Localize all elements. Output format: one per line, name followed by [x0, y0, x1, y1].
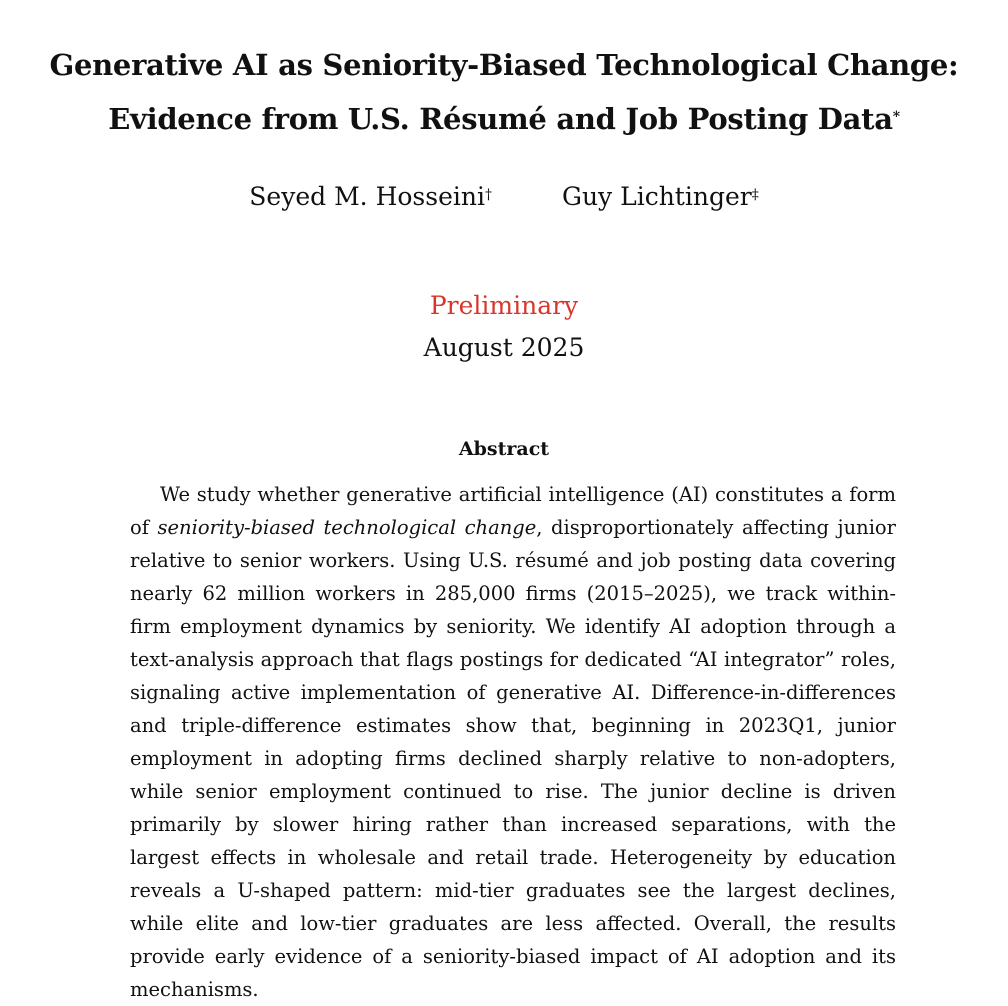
- abstract-part-2: , disproportionately affecting junior relative to senior workers. Using U.S. résumé and job posting data covering nearly 62 million workers in 285,000 firms (2015–2025), we track within-firm employment dynamics by seniority. We identify AI adoption through a text-analysis approach that flags postings for dedicated “AI integrator” roles, signaling active implementation of generative AI. Difference-in-differences and triple-difference estimates show that, beginning in 2023Q1, junior employment in adopting firms declined sharply relative to non-adopters, while senior employment continued to rise. The junior decline is driven primarily by slower hiring rather than increased separations, with the largest effects in wholesale and retail trade. Heterogeneity by education reveals a U-shaped pattern: mid-tier graduates see the largest declines, while elite and low-tier graduates are less affected. Overall, the results provide early evidence of a seniority-biased impact of AI adoption and its mechanisms.: [130, 516, 896, 1001]
- author-2-footnote-mark[interactable]: ‡: [751, 187, 759, 203]
- abstract-text: [130, 478, 896, 1006]
- author-1: [249, 180, 492, 214]
- author-1-name: Seyed M. Hosseini: [249, 182, 485, 211]
- author-2-name: Guy Lichtinger: [561, 182, 752, 211]
- author-list: [0, 180, 1008, 214]
- title-line-2-text: Evidence from U.S. Résumé and Job Posting Data: [108, 102, 893, 136]
- paper-title: [0, 38, 1008, 146]
- author-2: [562, 180, 759, 214]
- publication-date: August 2025: [423, 333, 585, 362]
- title-footnote-mark[interactable]: *: [892, 109, 900, 125]
- title-line-2: [0, 92, 1008, 146]
- abstract-part-1: We study whether generative artificial intelligence (AI) constitutes a form of: [130, 483, 896, 539]
- abstract-emphasis: seniority-biased technological change: [157, 516, 537, 539]
- title-line-1: Generative AI as Seniority-Biased Technological Change:: [49, 48, 959, 82]
- preliminary-status: Preliminary: [429, 291, 579, 320]
- abstract-heading: Abstract: [458, 438, 550, 460]
- author-1-footnote-mark[interactable]: †: [484, 187, 492, 203]
